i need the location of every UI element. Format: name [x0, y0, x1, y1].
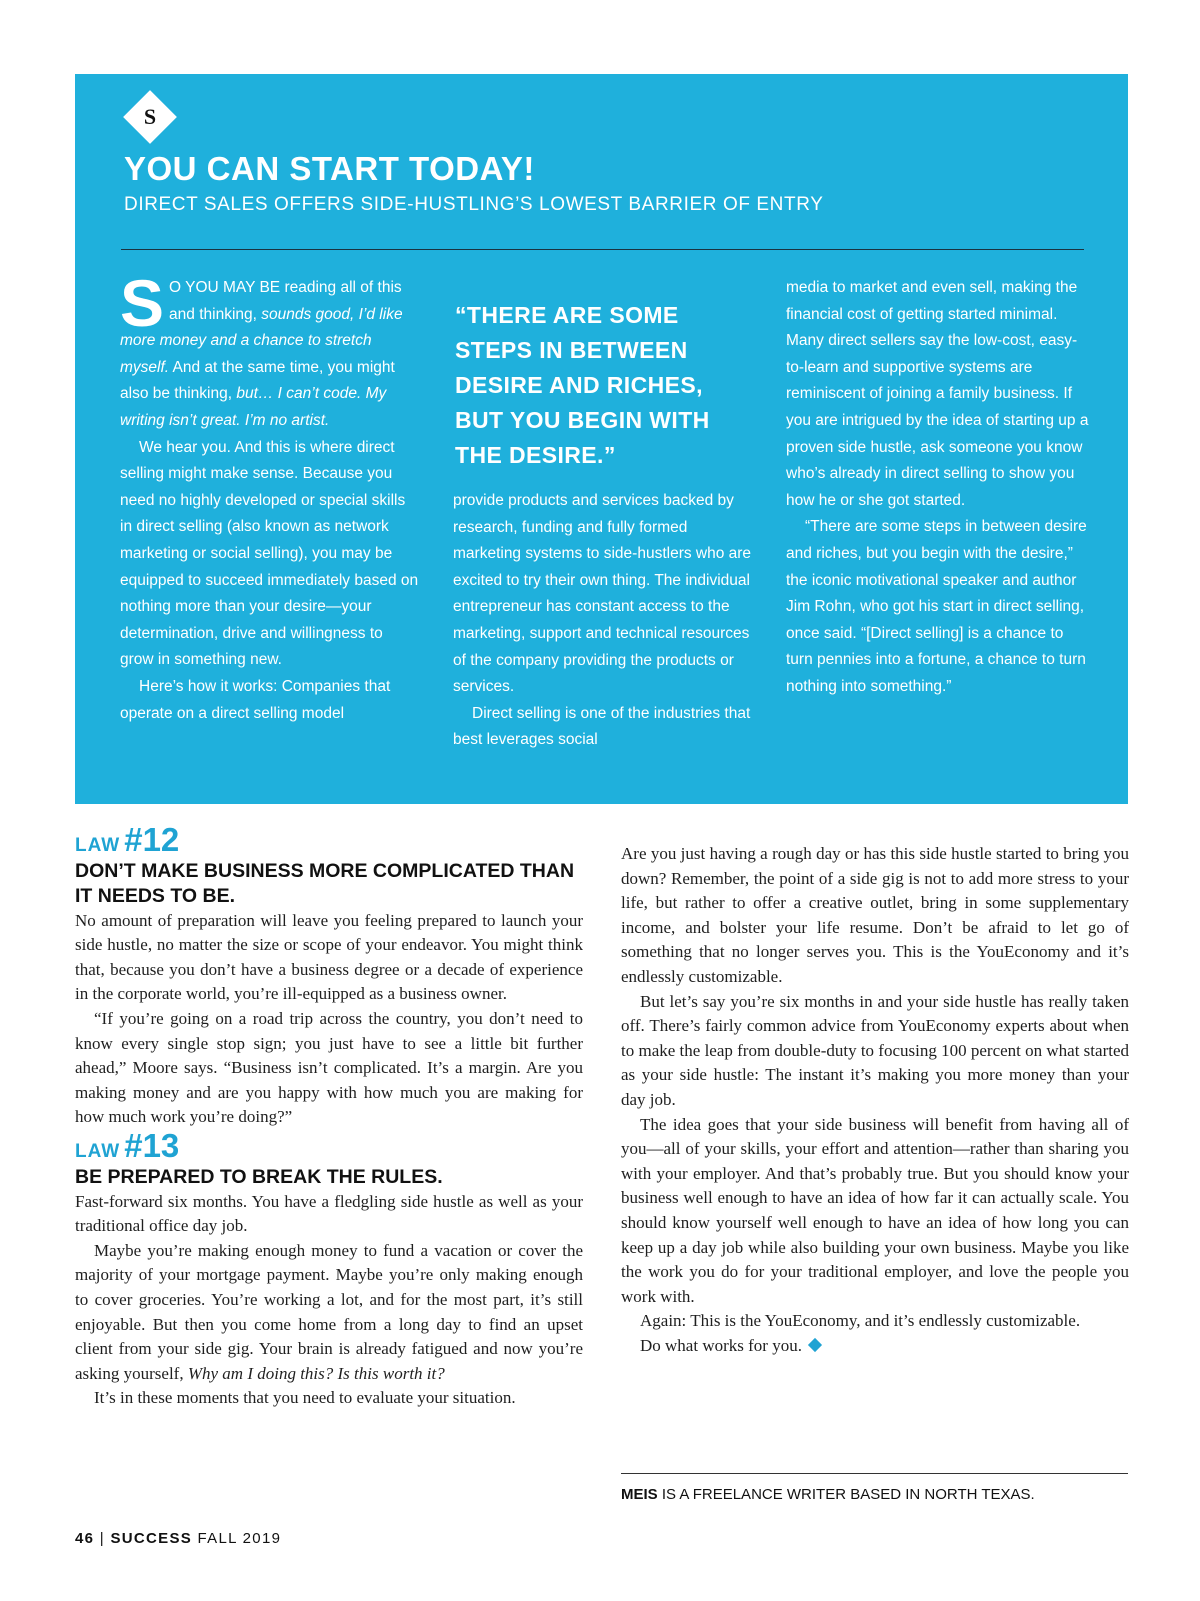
body-paragraph: No amount of preparation will leave you feeling prepared to launch your side hustle, no matter the size or scope of your endeavor. You might think that, because you don’t have a business degree or a decade of experience in the corporate world, you’re ill-equipped as a business owner.	[75, 910, 583, 1004]
body-paragraph: Maybe you’re making enough money to fund a vacation or cover the majority of your mortgage payment. Maybe you’re only making enough to cover groceries. You’re working a lot, and for the most part, it’s still enjoyable. But then you come home from a long day to find an upset client from your side gig. Your brain is already fatigued and now you’re asking yourself, Why am I doing this? Is this worth it?	[75, 1240, 583, 1383]
sidebar-divider	[121, 249, 1084, 250]
body-paragraph: Again: This is the YouEconomy, and it’s endlessly customizable.	[640, 1311, 1081, 1331]
page-number: 46	[75, 1530, 95, 1547]
success-logo-icon: S	[123, 90, 177, 144]
page-folio: 46 | SUCCESS FALL 2019	[75, 1530, 282, 1547]
magazine-name: SUCCESS	[110, 1530, 193, 1547]
law-13-heading: LAW #13	[75, 1126, 180, 1164]
law-13-rule: BE PREPARED TO BREAK THE RULES.	[75, 1165, 443, 1188]
body-paragraph: Are you just having a rough day or has this side hustle started to bring you down? Remember, the point of a side gig is not to add more stress to your life, but rather to offer a creative outlet, bring in some supplementary income, and bolster your life resume. Don’t be afraid to let go of something that no longer serves you. This is the YouEconomy and it’s endlessly customizable.	[621, 844, 1129, 986]
pull-quote: “THERE ARE SOME STEPS IN BETWEEN DESIRE AND RICHES, BUT YOU BEGIN WITH THE DESIRE.”	[455, 302, 710, 468]
body-paragraph: But let’s say you’re six months in and your side hustle has really taken off. There’s fairly common advice from YouEconomy experts about when to make the leap from double-duty to focusing 100 percent on what started as your side hustle: The instant it’s making you more money than your day job.	[621, 991, 1129, 1109]
body-paragraph: “If you’re going on a road trip across the country, you don’t need to know every single stop sign; you just have to see a little bit further ahead,” Moore says. “Business isn’t complicated. It’s a margin. Are you making money and are you happy with how much you are making for how much work you’re doing?”	[75, 1008, 583, 1127]
body-paragraph: Fast-forward six months. You have a fledgling side hustle as well as your traditional office day job.	[75, 1191, 583, 1236]
sidebar-paragraph: We hear you. And this is where direct selling might make sense. Because you need no highly developed or special skills in direct selling (also known as network marketing or social selling), you may be equipped to succeed immediately based on nothing more than your desire—your determination, drive and willingness to grow in something new.	[120, 438, 419, 669]
body-column-right	[621, 842, 1129, 1358]
body-paragraph: It’s in these moments that you need to evaluate your situation.	[94, 1388, 516, 1408]
bio-divider	[621, 1473, 1128, 1474]
sidebar-paragraph: Here’s how it works: Companies that operate on a direct selling model	[120, 677, 391, 722]
body-paragraph: Do what works for you.	[621, 1334, 1129, 1359]
issue-label: FALL 2019	[197, 1530, 282, 1547]
sidebar-intro-paragraph: S O YOU MAY BE reading all of this and thinking, sounds good, I’d like more money and a chance to stretch myself. And at the same time, you might also be thinking, but… I can’t code. My writing isn’t great. I’m no artist.	[120, 266, 403, 429]
drop-cap: S	[120, 266, 165, 340]
law-12-rule: DON’T MAKE BUSINESS MORE COMPLICATED THAN IT NEEDS TO BE.	[75, 859, 575, 907]
sidebar-paragraph: Direct selling is one of the industries that best leverages social	[453, 704, 751, 749]
sidebar-title: YOU CAN START TODAY!	[124, 150, 535, 187]
end-mark-icon	[808, 1338, 822, 1352]
author-bio: MEIS IS A FREELANCE WRITER BASED IN NORTH TEXAS.	[621, 1486, 1035, 1503]
body-column-left	[75, 821, 583, 1411]
law-12-heading: LAW #12	[75, 821, 180, 858]
sidebar-column-3	[786, 275, 1091, 701]
sidebar-paragraph: “There are some steps in between desire and riches, but you begin with the desire,” the iconic motivational speaker and author Jim Rohn, who got his start in direct selling, once said. “[Direct selling] is a chance to turn pennies into a fortune, a chance to turn nothing into something.”	[786, 518, 1087, 695]
body-paragraph: The idea goes that your side business will benefit from having all of you—all of your skills, your effort and attention—rather than sharing you with your employer. And that’s probably true. But you should know your business well enough to have an idea of how far it can actually scale. You should know yourself well enough to have an idea of how long you can keep up a day job while also building your own business. Maybe you like the work you do for your traditional employer, and love the people you work with.	[621, 1114, 1129, 1306]
sidebar-paragraph: media to market and even sell, making the financial cost of getting started minimal. Many direct sellers say the low-cost, easy-to-learn and supportive systems are reminiscent of joining a family business. If you are intrigued by the idea of starting up a proven side hustle, ask someone you know who’s already in direct selling to show you how he or she got started.	[786, 279, 1089, 509]
sidebar-paragraph: provide products and services backed by research, funding and fully formed marketing systems to side-hustlers who are excited to try their own thing. The individual entrepreneur has constant access to the marketing, support and technical resources of the company providing the products or services.	[453, 492, 752, 696]
sidebar-column-2	[453, 488, 758, 754]
sidebar-subtitle: DIRECT SALES OFFERS SIDE-HUSTLING’S LOWEST BARRIER OF ENTRY	[124, 194, 824, 215]
sidebar-column-1	[120, 266, 420, 727]
